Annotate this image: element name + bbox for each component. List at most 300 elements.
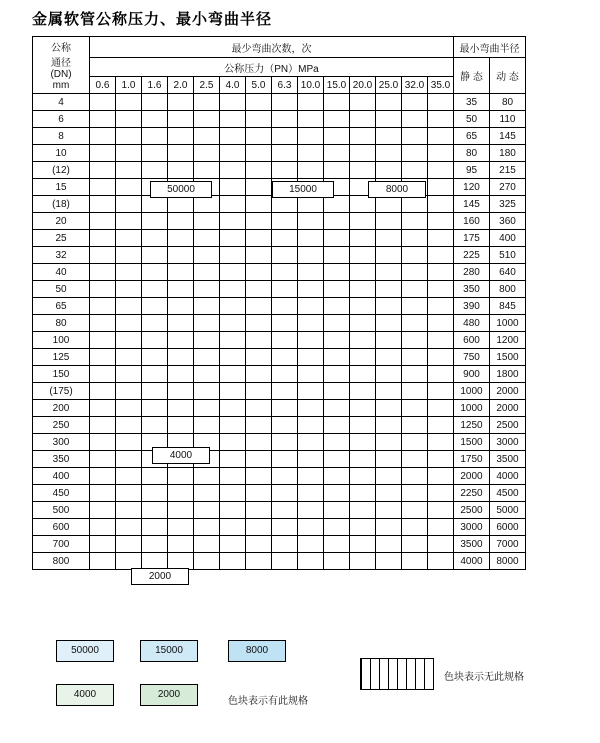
cell-r15-c8	[298, 349, 324, 366]
static-radius: 2000	[454, 468, 490, 485]
cell-r26-c11	[376, 536, 402, 553]
cell-r7-c11	[376, 213, 402, 230]
cell-r22-c1	[116, 468, 142, 485]
cell-r20-c12	[402, 434, 428, 451]
cell-r24-c6	[246, 502, 272, 519]
cell-r2-c13	[428, 128, 454, 145]
cell-r3-c7	[272, 145, 298, 162]
cell-r3-c0	[90, 145, 116, 162]
cell-r6-c6	[246, 196, 272, 213]
cell-r3-c11	[376, 145, 402, 162]
dn-value: 32	[33, 247, 90, 264]
cell-r19-c3	[168, 417, 194, 434]
cell-r22-c7	[272, 468, 298, 485]
cell-r17-c7	[272, 383, 298, 400]
dynamic-radius: 4500	[490, 485, 526, 502]
cell-r10-c1	[116, 264, 142, 281]
cell-r6-c0	[90, 196, 116, 213]
cell-r20-c0	[90, 434, 116, 451]
cell-r7-c0	[90, 213, 116, 230]
cell-r16-c8	[298, 366, 324, 383]
cell-r25-c1	[116, 519, 142, 536]
cell-r12-c6	[246, 298, 272, 315]
cell-r11-c3	[168, 281, 194, 298]
cell-r0-c0	[90, 94, 116, 111]
cell-r26-c0	[90, 536, 116, 553]
cell-r14-c0	[90, 332, 116, 349]
dynamic-radius: 7000	[490, 536, 526, 553]
cell-r12-c8	[298, 298, 324, 315]
dynamic-radius: 640	[490, 264, 526, 281]
cell-r18-c9	[324, 400, 350, 417]
cell-r15-c1	[116, 349, 142, 366]
cell-r16-c11	[376, 366, 402, 383]
static-radius: 80	[454, 145, 490, 162]
cell-r25-c13	[428, 519, 454, 536]
cell-r13-c3	[168, 315, 194, 332]
cell-r0-c9	[324, 94, 350, 111]
cell-r16-c4	[194, 366, 220, 383]
static-radius: 145	[454, 196, 490, 213]
dn-value: 500	[33, 502, 90, 519]
cell-r5-c6	[246, 179, 272, 196]
cell-r4-c11	[376, 162, 402, 179]
cell-r11-c13	[428, 281, 454, 298]
cell-r6-c9	[324, 196, 350, 213]
cell-r0-c1	[116, 94, 142, 111]
cell-r13-c5	[220, 315, 246, 332]
cell-r13-c12	[402, 315, 428, 332]
cell-r2-c7	[272, 128, 298, 145]
cell-r1-c8	[298, 111, 324, 128]
legend-swatch-4000: 4000	[56, 684, 114, 706]
cell-r21-c7	[272, 451, 298, 468]
cell-r12-c0	[90, 298, 116, 315]
cell-r25-c8	[298, 519, 324, 536]
table-row	[33, 434, 526, 451]
cell-r20-c8	[298, 434, 324, 451]
cell-r22-c6	[246, 468, 272, 485]
cell-r18-c13	[428, 400, 454, 417]
cell-r23-c7	[272, 485, 298, 502]
cell-r26-c5	[220, 536, 246, 553]
cell-r1-c5	[220, 111, 246, 128]
cell-r2-c5	[220, 128, 246, 145]
cell-r26-c6	[246, 536, 272, 553]
cell-r18-c3	[168, 400, 194, 417]
cell-r12-c10	[350, 298, 376, 315]
cell-r24-c1	[116, 502, 142, 519]
cell-r17-c3	[168, 383, 194, 400]
table-row	[33, 519, 526, 536]
dynamic-radius: 8000	[490, 553, 526, 570]
cell-r16-c2	[142, 366, 168, 383]
cell-r15-c11	[376, 349, 402, 366]
cell-r15-c12	[402, 349, 428, 366]
cell-r0-c12	[402, 94, 428, 111]
static-radius: 175	[454, 230, 490, 247]
cell-r17-c9	[324, 383, 350, 400]
cell-r14-c8	[298, 332, 324, 349]
cell-r24-c7	[272, 502, 298, 519]
table-row	[33, 230, 526, 247]
cell-r14-c2	[142, 332, 168, 349]
cell-r26-c7	[272, 536, 298, 553]
cell-r24-c11	[376, 502, 402, 519]
cell-r17-c1	[116, 383, 142, 400]
legend-swatch-8000: 8000	[228, 640, 286, 662]
dynamic-radius: 1800	[490, 366, 526, 383]
header-pressure: 公称压力（PN）MPa	[90, 58, 454, 77]
dn-value: 4	[33, 94, 90, 111]
table-row	[33, 451, 526, 468]
header-pressure-9: 15.0	[324, 77, 350, 94]
cell-r20-c6	[246, 434, 272, 451]
header-static: 静 态	[454, 58, 490, 94]
dynamic-radius: 4000	[490, 468, 526, 485]
cell-r27-c2	[142, 553, 168, 570]
dn-value: 600	[33, 519, 90, 536]
cell-r27-c8	[298, 553, 324, 570]
cell-r0-c13	[428, 94, 454, 111]
dn-value: 80	[33, 315, 90, 332]
cell-r20-c10	[350, 434, 376, 451]
cell-r25-c12	[402, 519, 428, 536]
cell-r27-c6	[246, 553, 272, 570]
cell-r18-c10	[350, 400, 376, 417]
cell-r13-c4	[194, 315, 220, 332]
cell-r3-c4	[194, 145, 220, 162]
cell-r10-c3	[168, 264, 194, 281]
table-row	[33, 128, 526, 145]
cell-r14-c9	[324, 332, 350, 349]
cell-r9-c7	[272, 247, 298, 264]
cell-r1-c3	[168, 111, 194, 128]
dynamic-radius: 3000	[490, 434, 526, 451]
cell-r27-c10	[350, 553, 376, 570]
dn-value: 8	[33, 128, 90, 145]
cell-r8-c12	[402, 230, 428, 247]
static-radius: 900	[454, 366, 490, 383]
cell-r20-c1	[116, 434, 142, 451]
cell-r23-c8	[298, 485, 324, 502]
cell-r4-c4	[194, 162, 220, 179]
dynamic-radius: 800	[490, 281, 526, 298]
cell-r18-c5	[220, 400, 246, 417]
cell-r25-c6	[246, 519, 272, 536]
table-row	[33, 247, 526, 264]
cell-r20-c13	[428, 434, 454, 451]
cell-r14-c12	[402, 332, 428, 349]
cell-r19-c5	[220, 417, 246, 434]
cell-r11-c2	[142, 281, 168, 298]
cell-r3-c9	[324, 145, 350, 162]
dynamic-radius: 360	[490, 213, 526, 230]
cell-r21-c12	[402, 451, 428, 468]
cell-r18-c1	[116, 400, 142, 417]
static-radius: 1750	[454, 451, 490, 468]
legend-swatch-2000: 2000	[140, 684, 198, 706]
cell-r7-c5	[220, 213, 246, 230]
cell-r12-c3	[168, 298, 194, 315]
cell-r8-c8	[298, 230, 324, 247]
static-radius: 3000	[454, 519, 490, 536]
cell-r26-c1	[116, 536, 142, 553]
table-row	[33, 162, 526, 179]
legend-hatch-note: 色块表示无此规格	[444, 672, 524, 683]
cell-r26-c9	[324, 536, 350, 553]
cell-r2-c6	[246, 128, 272, 145]
table-row	[33, 111, 526, 128]
cell-r17-c8	[298, 383, 324, 400]
cell-r13-c7	[272, 315, 298, 332]
header-dynamic: 动 态	[490, 58, 526, 94]
cell-r27-c0	[90, 553, 116, 570]
cell-r22-c5	[220, 468, 246, 485]
cell-r6-c4	[194, 196, 220, 213]
cell-r23-c5	[220, 485, 246, 502]
cell-r17-c2	[142, 383, 168, 400]
cell-r6-c13	[428, 196, 454, 213]
header-dn: 公称 通径 (DN) mm	[33, 37, 90, 94]
static-radius: 95	[454, 162, 490, 179]
cell-r7-c4	[194, 213, 220, 230]
cell-r12-c13	[428, 298, 454, 315]
cell-r13-c2	[142, 315, 168, 332]
table-row	[33, 485, 526, 502]
cell-r13-c11	[376, 315, 402, 332]
dynamic-radius: 325	[490, 196, 526, 213]
cell-r22-c12	[402, 468, 428, 485]
cell-r23-c11	[376, 485, 402, 502]
header-pressure-7: 6.3	[272, 77, 298, 94]
inline-label-4000: 4000	[152, 447, 210, 464]
cell-r9-c1	[116, 247, 142, 264]
cell-r21-c9	[324, 451, 350, 468]
cell-r0-c6	[246, 94, 272, 111]
cell-r24-c3	[168, 502, 194, 519]
cell-r1-c9	[324, 111, 350, 128]
cell-r7-c3	[168, 213, 194, 230]
cell-r0-c11	[376, 94, 402, 111]
cell-r15-c4	[194, 349, 220, 366]
cell-r7-c2	[142, 213, 168, 230]
cell-r7-c10	[350, 213, 376, 230]
table-row	[33, 298, 526, 315]
cell-r8-c11	[376, 230, 402, 247]
cell-r8-c7	[272, 230, 298, 247]
cell-r10-c5	[220, 264, 246, 281]
cell-r3-c2	[142, 145, 168, 162]
cell-r3-c6	[246, 145, 272, 162]
cell-r18-c7	[272, 400, 298, 417]
cell-r21-c0	[90, 451, 116, 468]
static-radius: 160	[454, 213, 490, 230]
cell-r3-c8	[298, 145, 324, 162]
table-row	[33, 400, 526, 417]
cell-r3-c12	[402, 145, 428, 162]
cell-r24-c9	[324, 502, 350, 519]
cell-r13-c1	[116, 315, 142, 332]
cell-r15-c7	[272, 349, 298, 366]
dn-value: 10	[33, 145, 90, 162]
cell-r10-c13	[428, 264, 454, 281]
dn-value: 150	[33, 366, 90, 383]
cell-r11-c5	[220, 281, 246, 298]
dn-value: 400	[33, 468, 90, 485]
cell-r16-c0	[90, 366, 116, 383]
cell-r3-c3	[168, 145, 194, 162]
cell-r26-c4	[194, 536, 220, 553]
cell-r21-c6	[246, 451, 272, 468]
cell-r11-c8	[298, 281, 324, 298]
cell-r22-c8	[298, 468, 324, 485]
cell-r21-c1	[116, 451, 142, 468]
cell-r10-c11	[376, 264, 402, 281]
dynamic-radius: 5000	[490, 502, 526, 519]
header-pressure-0: 0.6	[90, 77, 116, 94]
cell-r1-c12	[402, 111, 428, 128]
cell-r17-c4	[194, 383, 220, 400]
dynamic-radius: 215	[490, 162, 526, 179]
cell-r4-c10	[350, 162, 376, 179]
table-row	[33, 553, 526, 570]
dynamic-radius: 80	[490, 94, 526, 111]
cell-r14-c3	[168, 332, 194, 349]
cell-r7-c6	[246, 213, 272, 230]
dynamic-radius: 1000	[490, 315, 526, 332]
table-row	[33, 536, 526, 553]
cell-r15-c10	[350, 349, 376, 366]
dn-value: 65	[33, 298, 90, 315]
header-pressure-1: 1.0	[116, 77, 142, 94]
dn-value: 250	[33, 417, 90, 434]
dn-value: 300	[33, 434, 90, 451]
table-row	[33, 145, 526, 162]
cell-r12-c2	[142, 298, 168, 315]
cell-r2-c3	[168, 128, 194, 145]
cell-r18-c0	[90, 400, 116, 417]
cell-r24-c5	[220, 502, 246, 519]
cell-r10-c8	[298, 264, 324, 281]
cell-r24-c12	[402, 502, 428, 519]
cell-r7-c8	[298, 213, 324, 230]
header-radius: 最小弯曲半径	[454, 37, 526, 58]
cell-r8-c0	[90, 230, 116, 247]
cell-r15-c0	[90, 349, 116, 366]
cell-r19-c11	[376, 417, 402, 434]
dn-value: 6	[33, 111, 90, 128]
cell-r0-c10	[350, 94, 376, 111]
cell-r10-c10	[350, 264, 376, 281]
dynamic-radius: 270	[490, 179, 526, 196]
cell-r15-c5	[220, 349, 246, 366]
cell-r2-c9	[324, 128, 350, 145]
dynamic-radius: 2000	[490, 383, 526, 400]
static-radius: 280	[454, 264, 490, 281]
static-radius: 600	[454, 332, 490, 349]
cell-r8-c6	[246, 230, 272, 247]
cell-r12-c1	[116, 298, 142, 315]
cell-r23-c3	[168, 485, 194, 502]
cell-r19-c4	[194, 417, 220, 434]
header-pressure-6: 5.0	[246, 77, 272, 94]
cell-r15-c2	[142, 349, 168, 366]
table-row	[33, 468, 526, 485]
cell-r9-c13	[428, 247, 454, 264]
cell-r3-c5	[220, 145, 246, 162]
inline-label-2000: 2000	[131, 568, 189, 585]
cell-r17-c13	[428, 383, 454, 400]
cell-r12-c7	[272, 298, 298, 315]
dn-value: (175)	[33, 383, 90, 400]
cell-r27-c5	[220, 553, 246, 570]
cell-r0-c2	[142, 94, 168, 111]
cell-r18-c2	[142, 400, 168, 417]
cell-r0-c3	[168, 94, 194, 111]
cell-r21-c10	[350, 451, 376, 468]
cell-r11-c7	[272, 281, 298, 298]
cell-r23-c6	[246, 485, 272, 502]
cell-r1-c1	[116, 111, 142, 128]
page-title: 金属软管公称压力、最小弯曲半径	[32, 12, 273, 28]
cell-r26-c10	[350, 536, 376, 553]
cell-r17-c11	[376, 383, 402, 400]
static-radius: 2500	[454, 502, 490, 519]
cell-r8-c13	[428, 230, 454, 247]
cell-r7-c9	[324, 213, 350, 230]
header-pressure-2: 1.6	[142, 77, 168, 94]
cell-r1-c0	[90, 111, 116, 128]
cell-r9-c3	[168, 247, 194, 264]
header-pressure-13: 35.0	[428, 77, 454, 94]
table-row	[33, 281, 526, 298]
table-row	[33, 502, 526, 519]
cell-r23-c9	[324, 485, 350, 502]
static-radius: 1000	[454, 400, 490, 417]
cell-r3-c13	[428, 145, 454, 162]
cell-r17-c10	[350, 383, 376, 400]
cell-r8-c5	[220, 230, 246, 247]
cell-r23-c2	[142, 485, 168, 502]
dn-value: 20	[33, 213, 90, 230]
cell-r19-c9	[324, 417, 350, 434]
cell-r5-c1	[116, 179, 142, 196]
cell-r23-c13	[428, 485, 454, 502]
cell-r26-c12	[402, 536, 428, 553]
cell-r24-c2	[142, 502, 168, 519]
cell-r6-c10	[350, 196, 376, 213]
cell-r9-c2	[142, 247, 168, 264]
cell-r4-c13	[428, 162, 454, 179]
cell-r16-c13	[428, 366, 454, 383]
cell-r11-c0	[90, 281, 116, 298]
cell-r9-c9	[324, 247, 350, 264]
cell-r8-c3	[168, 230, 194, 247]
static-radius: 1500	[454, 434, 490, 451]
cell-r17-c6	[246, 383, 272, 400]
static-radius: 35	[454, 94, 490, 111]
cell-r12-c5	[220, 298, 246, 315]
cell-r10-c2	[142, 264, 168, 281]
cell-r25-c9	[324, 519, 350, 536]
cell-r15-c13	[428, 349, 454, 366]
cell-r14-c7	[272, 332, 298, 349]
dynamic-radius: 110	[490, 111, 526, 128]
cell-r19-c10	[350, 417, 376, 434]
header-bend-count: 最少弯曲次数，次	[90, 37, 454, 58]
cell-r27-c9	[324, 553, 350, 570]
